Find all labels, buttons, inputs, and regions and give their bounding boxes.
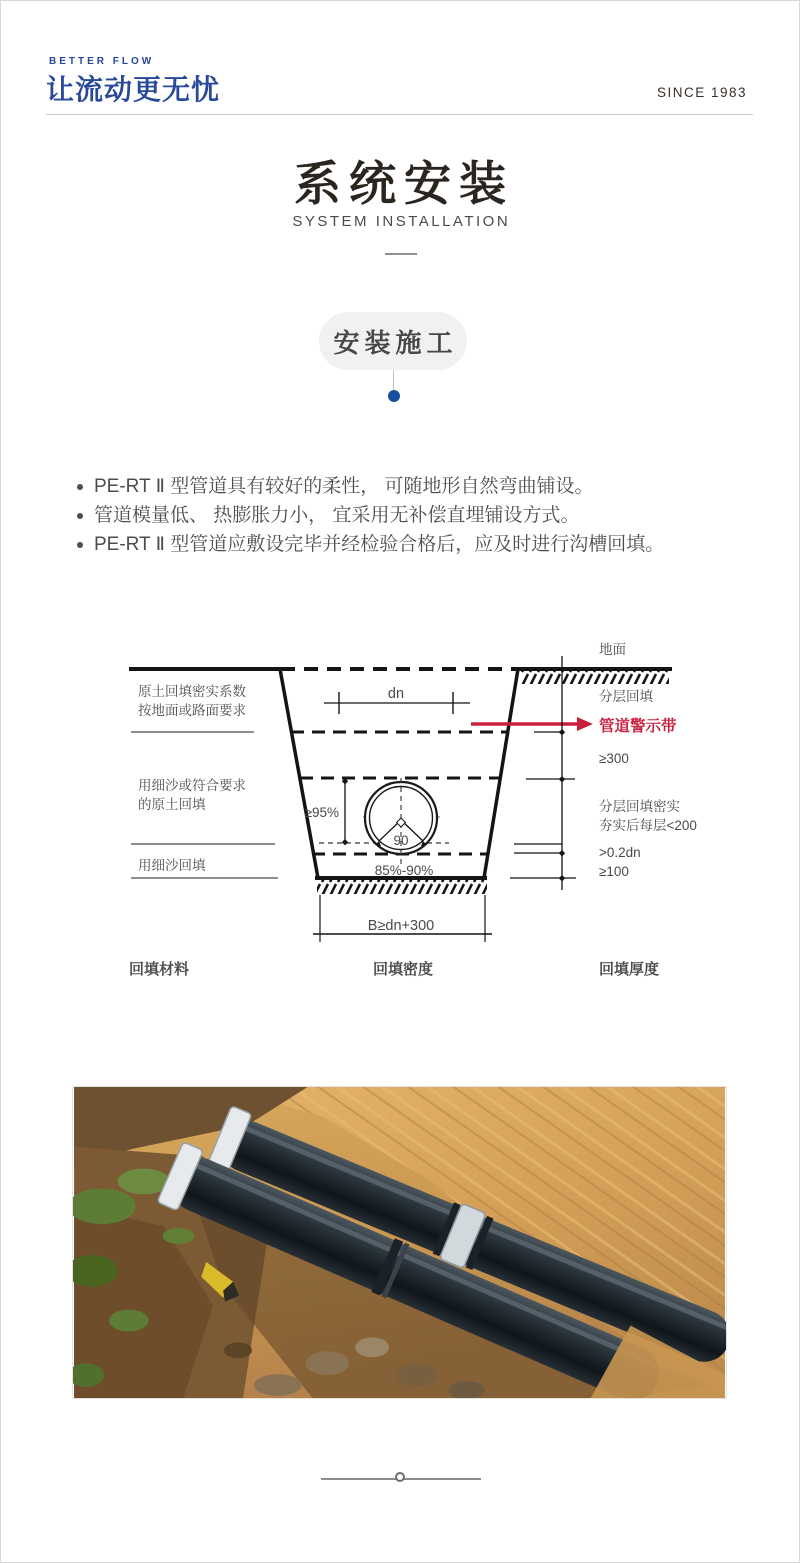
bullet-icon	[77, 513, 83, 519]
right-note-dense1: 分层回填密实	[599, 799, 680, 814]
trench-wall-left	[280, 669, 318, 878]
bullet-icon	[77, 542, 83, 548]
left-note-2a: 用细沙或符合要求	[138, 778, 246, 793]
installation-photo	[72, 1086, 727, 1399]
legend-material: 回填材料	[129, 961, 190, 978]
footer-circle-icon	[395, 1472, 405, 1482]
right-diamond-731	[559, 729, 565, 735]
right-note-02dn: >0.2dn	[599, 845, 641, 860]
b-dim-label: B≥dn+300	[367, 918, 435, 934]
left-note-1b: 按地面或路面要求	[138, 703, 246, 718]
badge-dot	[388, 390, 400, 402]
bullet-text: 管道模量低、 热膨胀力小， 宜采用无补偿直埋铺设方式。	[94, 505, 580, 526]
legend-thickness: 回填厚度	[599, 961, 660, 978]
list-item	[77, 530, 737, 559]
right-note-dense2: 夯实后每层<200	[599, 818, 697, 833]
right-note-ge300: ≥300	[599, 751, 629, 766]
trench-diagram	[1, 631, 800, 991]
since-label: SINCE 1983	[656, 85, 747, 100]
grass-patch	[163, 1228, 195, 1244]
bullet-icon	[77, 484, 83, 490]
photo-illustration	[73, 1087, 726, 1398]
bottom-density-label: 85%-90%	[374, 863, 434, 878]
right-note-ge100: ≥100	[599, 864, 629, 879]
grass-patch	[109, 1310, 149, 1332]
section-badge-label: 安装施工	[333, 327, 458, 358]
brand-tagline: BETTER FLOW	[49, 56, 155, 67]
legend-density: 回填密度	[373, 961, 434, 978]
header-divider	[46, 114, 753, 115]
left-note-3: 用细沙回填	[138, 858, 206, 873]
page-subtitle: SYSTEM INSTALLATION	[292, 213, 511, 230]
compaction-95-label: ≥95%	[304, 805, 339, 820]
list-item	[77, 472, 737, 501]
ground-hatch-right	[521, 671, 669, 684]
list-item	[77, 501, 737, 530]
trench-wall-right	[484, 669, 518, 878]
brand-logo-text: 让流动更无忧	[46, 74, 221, 105]
section-badge	[319, 312, 467, 370]
bullet-text: PE-RT Ⅱ 型管道具有较好的柔性， 可随地形自然弯曲铺设。	[94, 476, 594, 497]
dim95-tick-bottom	[342, 839, 348, 845]
right-diamond-877	[559, 875, 565, 881]
angle-value: 90	[393, 833, 409, 848]
page-title: 系统安装	[294, 157, 514, 210]
badge-connector-line	[393, 370, 394, 391]
ground-label: 地面	[599, 642, 626, 657]
right-diamond-778	[559, 776, 565, 782]
title-divider	[385, 253, 417, 255]
dn-label: dn	[387, 686, 405, 702]
warning-arrow-head	[577, 717, 593, 731]
trench-bottom-hatch	[317, 880, 487, 894]
bullet-text: PE-RT Ⅱ 型管道应敷设完毕并经检验合格后，应及时进行沟槽回填。	[94, 534, 665, 555]
left-note-1a: 原土回填密实系数	[138, 684, 246, 699]
left-note-2b: 的原土回填	[138, 797, 206, 812]
warning-tape-label: 管道警示带	[599, 718, 677, 735]
bullet-list	[77, 472, 737, 559]
right-diamond-852	[559, 850, 565, 856]
right-note-layered: 分层回填	[599, 689, 653, 704]
